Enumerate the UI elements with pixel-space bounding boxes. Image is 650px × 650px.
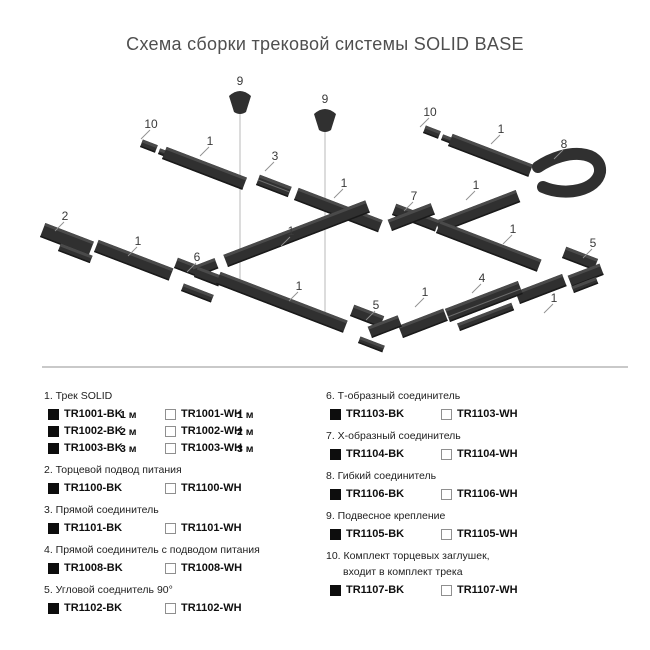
black-swatch-icon [330,529,341,540]
part-callout: 6 [193,250,201,264]
part-code-white: TR1002-WH [181,425,243,437]
part-code-white: TR1104-WH [457,448,518,460]
part-callout: 5 [589,236,597,250]
legend-item-title: 4. Прямой соединитель с подводом питания [44,544,260,556]
callout-leader [415,298,424,307]
track-piece [358,336,385,352]
legend-column-right [326,390,630,606]
legend-column-left [44,390,322,624]
part-callout: 4 [478,271,486,285]
black-swatch-icon [48,523,59,534]
black-swatch-icon [48,409,59,420]
part-callout: 1 [421,285,429,299]
track-piece [448,134,533,177]
flexible-connector [538,154,600,192]
white-swatch-icon [165,603,176,614]
legend-item-title: 7. Х-образный соединитель [326,430,461,442]
legend-part-row [44,561,322,578]
legend-item-title: 10. Комплект торцевых заглушек, [326,550,490,562]
callout-leader [141,130,150,139]
part-code-black: TR1008-BK [64,562,123,574]
part-callout: 9 [321,92,329,106]
white-swatch-icon [441,585,452,596]
callout-leader [289,292,298,301]
part-callout: 10 [144,117,158,131]
part-callout: 10 [423,105,437,119]
track-piece [140,140,158,153]
part-callout: 2 [61,209,69,223]
part-code-black: TR1104-BK [346,448,405,460]
legend-part-row [44,521,322,538]
part-callout: 3 [271,149,279,163]
part-callout: 9 [236,74,244,88]
black-swatch-icon [330,409,341,420]
legend-part-row [326,527,630,544]
legend-divider [42,366,628,368]
black-swatch-icon [48,483,59,494]
black-swatch-icon [48,426,59,437]
part-length-white: 1 м [237,409,254,421]
part-code-white: TR1106-WH [457,488,518,500]
part-code-black: TR1106-BK [346,488,405,500]
part-callout: 1 [134,234,142,248]
track-piece [181,284,214,303]
black-swatch-icon [330,585,341,596]
legend-part-row [44,601,322,618]
part-code-white: TR1100-WH [181,482,242,494]
pendant-mount [314,109,336,132]
white-swatch-icon [165,426,176,437]
part-callout: 1 [472,178,480,192]
black-swatch-icon [48,563,59,574]
callout-leader [503,235,512,244]
part-code-white: TR1102-WH [181,602,242,614]
callout-leader [466,191,475,200]
legend-item-title: 9. Подвесное крепление [326,510,446,522]
white-swatch-icon [165,523,176,534]
pendant-mount [229,91,251,114]
white-swatch-icon [165,409,176,420]
legend-item-title-line2: входит в комплект трека [343,566,463,578]
track-piece [223,200,370,267]
part-length-white: 2 м [237,426,254,438]
part-code-white: TR1105-WH [457,528,518,540]
legend-part-row [326,487,630,504]
black-swatch-icon [48,443,59,454]
white-swatch-icon [165,563,176,574]
part-code-black: TR1105-BK [346,528,405,540]
track-piece [216,272,348,333]
callout-leader [544,304,553,313]
black-swatch-icon [48,603,59,614]
legend-part-row [326,583,630,600]
track-piece [515,274,566,304]
legend-item-title: 2. Торцевой подвод питания [44,464,182,476]
legend-item-title: 3. Прямой соединитель [44,504,159,516]
legend-item-title: 1. Трек SOLID [44,390,113,402]
black-swatch-icon [330,489,341,500]
part-code-black: TR1003-BK [64,442,123,454]
white-swatch-icon [165,443,176,454]
part-callout: 1 [550,291,558,305]
legend-part-row [44,407,322,424]
callout-leader [420,118,429,127]
legend-item [44,504,322,538]
part-code-black: TR1001-BK [64,408,123,420]
page-title: Схема сборки трековой системы SOLID BASE [126,34,524,54]
legend-item [326,430,630,464]
legend-item-title: 6. Т-образный соединитель [326,390,461,402]
legend-item [44,544,322,578]
white-swatch-icon [441,529,452,540]
legend-item [326,550,630,600]
part-length-black: 3 м [120,443,137,455]
white-swatch-icon [441,409,452,420]
part-length-white: 3 м [237,443,254,455]
white-swatch-icon [441,449,452,460]
legend-item [326,470,630,504]
white-swatch-icon [441,489,452,500]
track-piece [162,147,247,190]
part-code-black: TR1103-BK [346,408,405,420]
callout-leader [491,135,500,144]
part-callout: 1 [295,279,303,293]
part-code-white: TR1101-WH [181,522,242,534]
black-swatch-icon [330,449,341,460]
part-callout: 7 [410,189,418,203]
part-code-black: TR1002-BK [64,425,123,437]
legend-part-row [44,424,322,441]
legend-item [44,584,322,618]
callout-leader [334,189,343,198]
part-code-white: TR1001-WH [181,408,243,420]
part-callout: 1 [497,122,505,136]
part-code-black: TR1101-BK [64,522,123,534]
part-code-black: TR1107-BK [346,584,405,596]
part-length-black: 1 м [120,409,137,421]
legend-item [44,390,322,458]
legend-item-title: 5. Угловой соеднитель 90° [44,584,173,596]
legend-part-row [326,447,630,464]
part-callout: 1 [340,176,348,190]
part-code-black: TR1100-BK [64,482,123,494]
callout-leader [200,147,209,156]
part-code-white: TR1107-WH [457,584,518,596]
part-code-white: TR1008-WH [181,562,243,574]
part-callout: 1 [206,134,214,148]
track-piece [423,126,441,139]
part-length-black: 2 м [120,426,137,438]
callout-leader [265,162,274,171]
callout-leader [472,284,481,293]
legend-part-row [44,481,322,498]
legend-item [326,390,630,424]
part-callout: 5 [372,298,380,312]
white-swatch-icon [165,483,176,494]
part-callout: 1 [509,222,517,236]
legend-item-title: 8. Гибкий соединитель [326,470,437,482]
part-code-black: TR1102-BK [64,602,123,614]
legend-item [44,464,322,498]
legend-part-row [326,407,630,424]
part-callout: 8 [560,137,568,151]
part-code-white: TR1003-WH [181,442,243,454]
part-callout: 1 [287,224,295,238]
legend-part-row [44,441,322,458]
part-code-white: TR1103-WH [457,408,518,420]
track-piece [398,309,447,338]
track-piece [436,221,541,272]
legend-item [326,510,630,544]
